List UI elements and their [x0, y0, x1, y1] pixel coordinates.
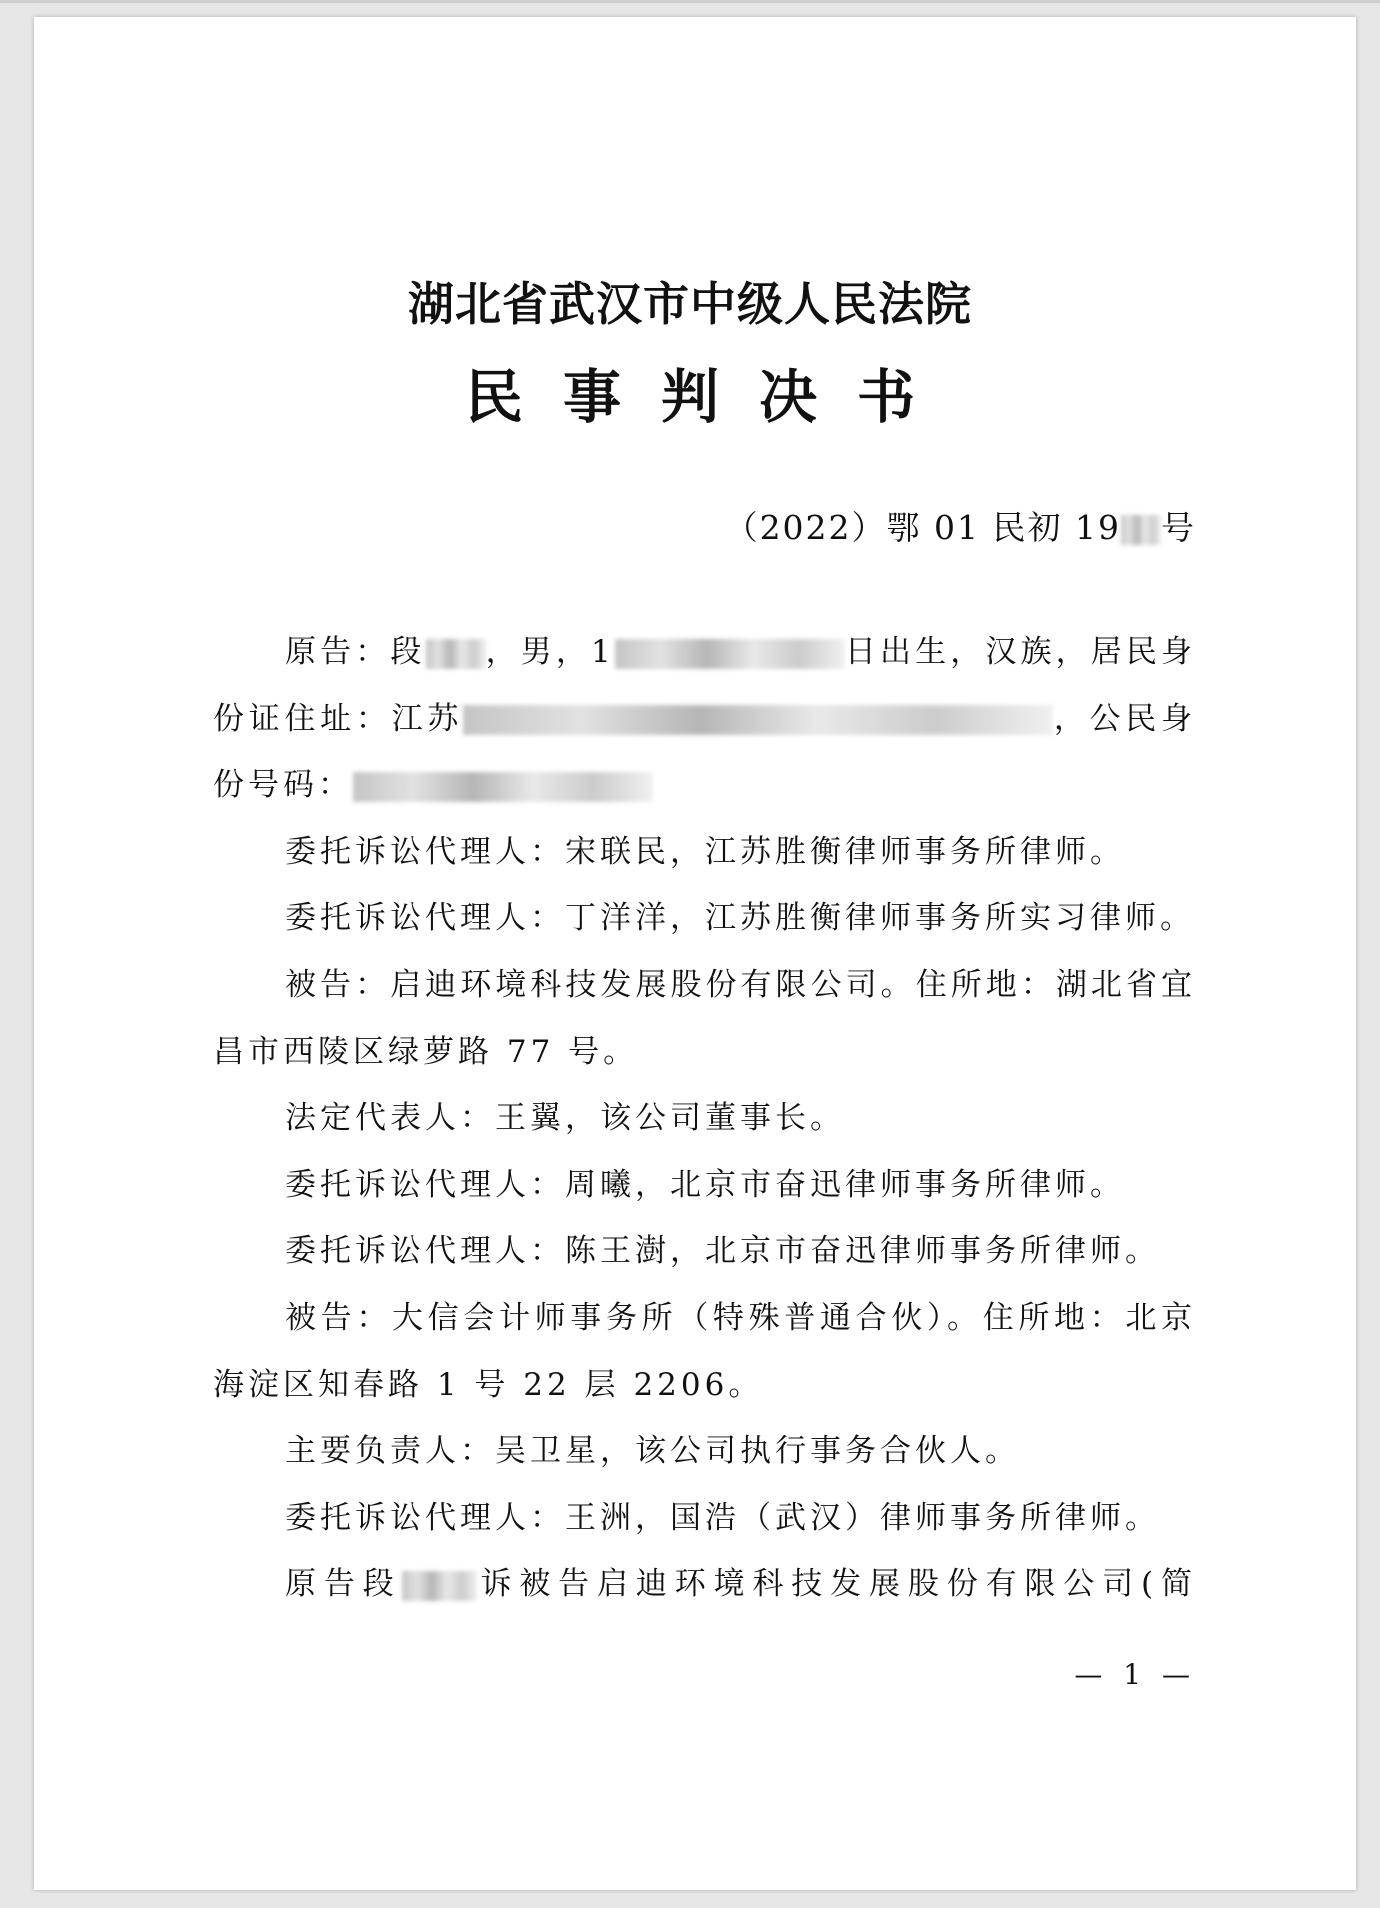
redacted-block — [463, 705, 1053, 735]
document-body — [213, 619, 1196, 1618]
paragraph-line: 昌市西陵区绿萝路 77 号。 — [213, 1033, 639, 1070]
paragraph-line: 委托诉讼代理人：丁洋洋，江苏胜衡律师事务所实习律师。 — [285, 900, 1195, 937]
paragraph-line: 委托诉讼代理人：宋联民，江苏胜衡律师事务所律师。 — [285, 833, 1125, 870]
paragraph-line: 委托诉讼代理人：周曦，北京市奋迅律师事务所律师。 — [285, 1166, 1125, 1203]
court-name: 湖北省武汉市中级人民法院 — [408, 277, 972, 331]
redacted-block — [353, 772, 653, 802]
paragraph-line: 份证住址：江苏 ，公民身 — [213, 700, 1196, 737]
paragraph-line: 原告：段 ，男，1 日出生，汉族，居民身 — [285, 634, 1196, 670]
page-number: — 1 — — [1074, 1658, 1196, 1691]
paragraph-line: 主要负责人：吴卫星，该公司执行事务合伙人。 — [285, 1433, 1020, 1470]
viewer-top-border — [0, 0, 1380, 3]
paragraph-line: 委托诉讼代理人：王洲，国浩（武汉）律师事务所律师。 — [285, 1499, 1160, 1536]
redacted-block — [1121, 515, 1161, 545]
paragraph-line: 委托诉讼代理人：陈王澍，北京市奋迅律师事务所律师。 — [285, 1233, 1160, 1270]
paragraph-line: 份号码： — [213, 752, 1196, 819]
redacted-block — [426, 639, 486, 669]
paragraph-line: 被告：启迪环境科技发展股份有限公司。住所地：湖北省宜 — [285, 966, 1196, 1003]
redacted-block — [402, 1571, 477, 1601]
redacted-block — [615, 639, 845, 669]
paragraph-line: 被告：大信会计师事务所（特殊普通合伙）。住所地：北京 — [285, 1299, 1196, 1336]
case-number: （2022）鄂 01 民初 19 号 — [724, 508, 1196, 547]
paragraph-line: 原告段 诉被告启迪环境科技发展股份有限公司(简 — [285, 1566, 1196, 1603]
paragraph-line: 法定代表人：王翼，该公司董事长。 — [285, 1100, 845, 1137]
document-type-title: 民事判决书 — [464, 363, 955, 431]
paragraph-line: 海淀区知春路 1 号 22 层 2206。 — [213, 1366, 764, 1403]
